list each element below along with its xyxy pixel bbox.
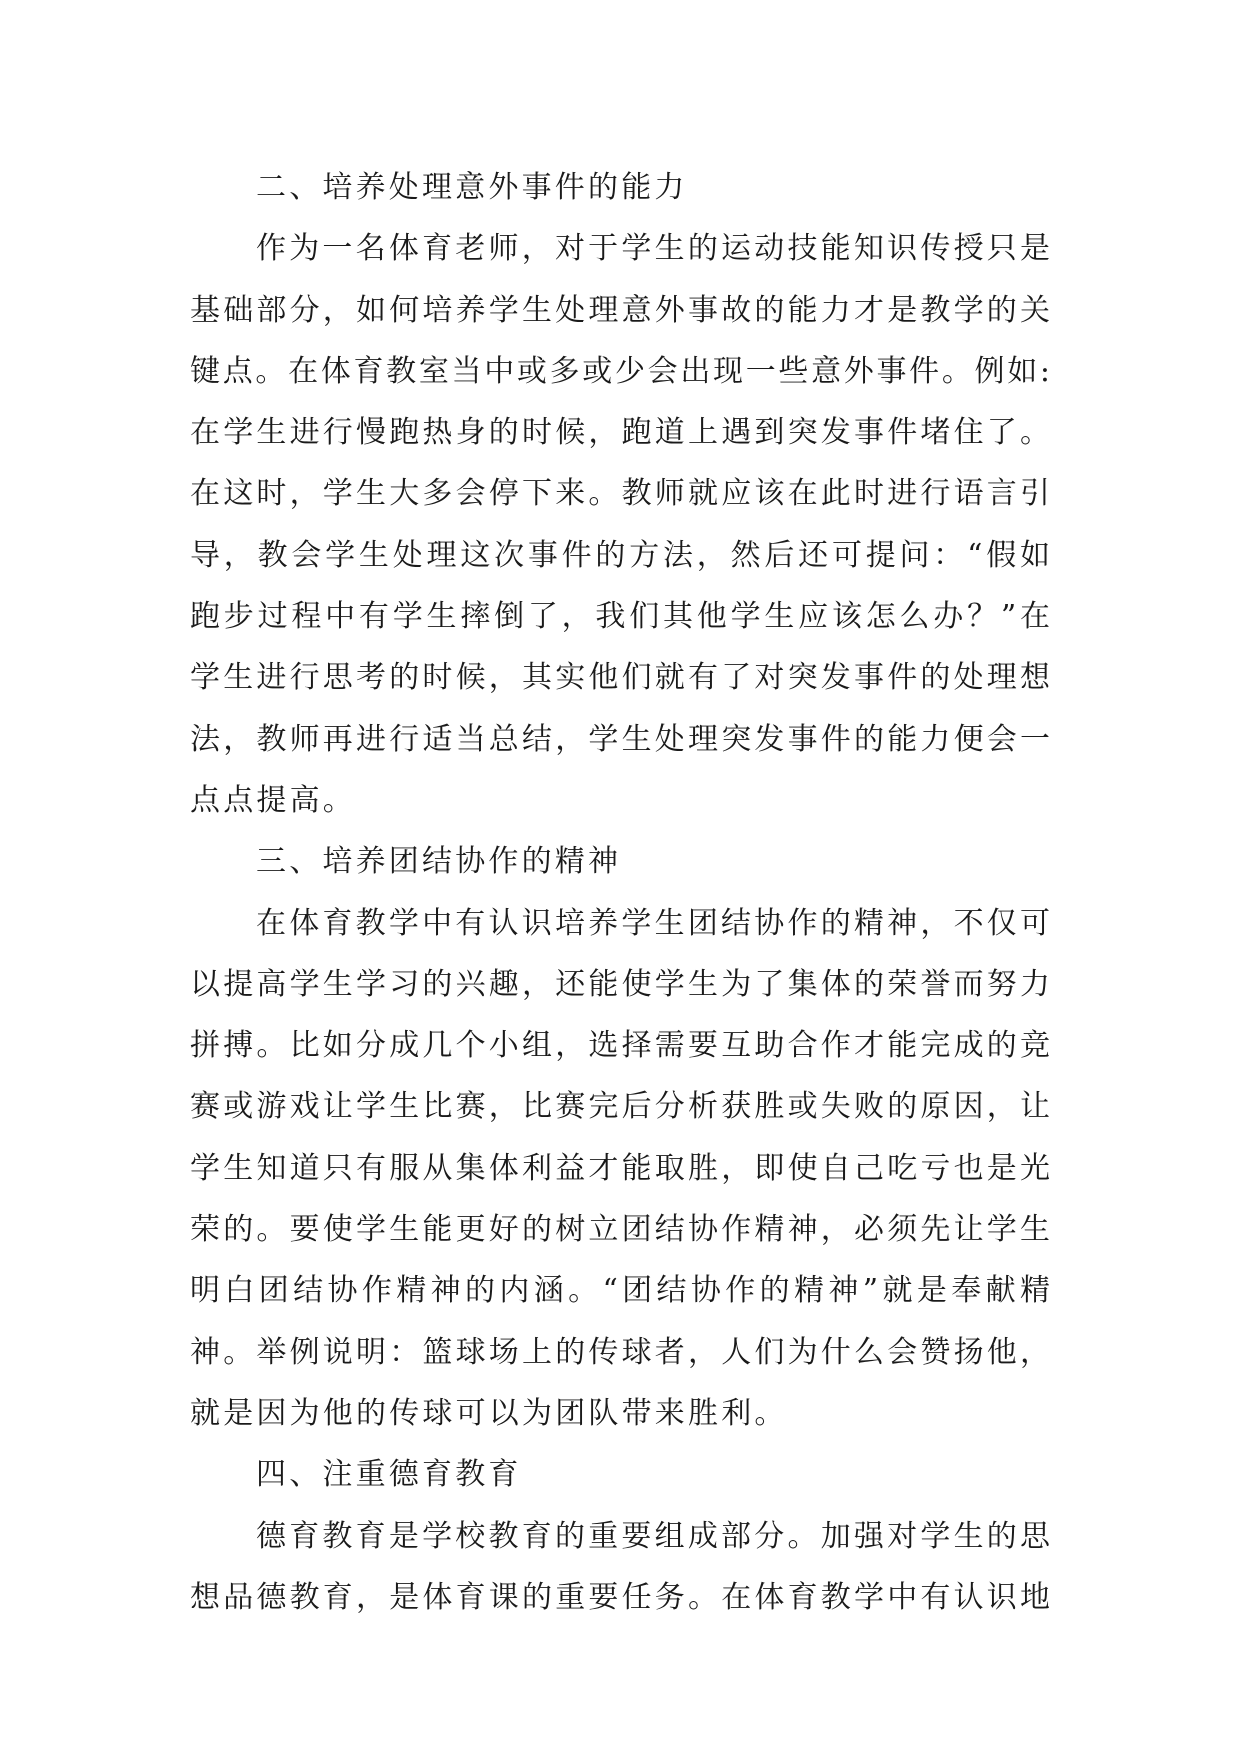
paragraph-line: 学生进行思考的时候，其实他们就有了对突发事件的处理想 [190, 660, 1050, 696]
paragraph-line: 德育教育是学校教育的重要组成部分。加强对学生的思 [256, 1518, 1050, 1554]
paragraph-line: 在体育教学中有认识培养学生团结协作的精神，不仅可 [256, 905, 1050, 941]
paragraph-line: 就是因为他的传球可以为团队带来胜利。 [190, 1395, 788, 1431]
paragraph-line: 在学生进行慢跑热身的时候，跑道上遇到突发事件堵住了。 [190, 415, 1050, 451]
paragraph-line: 点点提高。 [190, 782, 356, 818]
paragraph-line: 在这时，学生大多会停下来。教师就应该在此时进行语言引 [190, 476, 1050, 512]
section-heading-2: 二、培养处理意外事件的能力 [256, 170, 688, 205]
paragraph-line: 赛或游戏让学生比赛，比赛完后分析获胜或失败的原因，让 [190, 1089, 1050, 1125]
paragraph-line: 学生知道只有服从集体利益才能取胜，即使自己吃亏也是光 [190, 1150, 1050, 1186]
section-heading-4: 四、注重德育教育 [256, 1457, 522, 1493]
paragraph-line: 跑步过程中有学生摔倒了，我们其他学生应该怎么办？”在 [190, 599, 1050, 635]
paragraph-line: 键点。在体育教室当中或多或少会出现一些意外事件。例如: [190, 353, 1050, 389]
document-page [190, 157, 1050, 1628]
paragraph-line: 作为一名体育老师，对于学生的运动技能知识传授只是 [256, 231, 1050, 267]
section-heading-3: 三、培养团结协作的精神 [256, 844, 622, 880]
paragraph-line: 法，教师再进行适当总结，学生处理突发事件的能力便会一 [190, 721, 1050, 757]
paragraph-line: 明白团结协作精神的内涵。“团结协作的精神”就是奉献精 [190, 1273, 1050, 1309]
paragraph-line: 基础部分，如何培养学生处理意外事故的能力才是教学的关 [190, 292, 1050, 328]
paragraph-line: 拼搏。比如分成几个小组，选择需要互助合作才能完成的竞 [190, 1028, 1050, 1064]
paragraph-line: 以提高学生学习的兴趣，还能使学生为了集体的荣誉而努力 [190, 966, 1050, 1002]
paragraph-line: 荣的。要使学生能更好的树立团结协作精神，必须先让学生 [190, 1212, 1050, 1248]
paragraph-line: 导，教会学生处理这次事件的方法，然后还可提问：“假如 [190, 537, 1050, 573]
paragraph-line: 想品德教育，是体育课的重要任务。在体育教学中有认识地 [190, 1579, 1050, 1615]
paragraph-line: 神。举例说明：篮球场上的传球者，人们为什么会赞扬他， [190, 1334, 1050, 1370]
